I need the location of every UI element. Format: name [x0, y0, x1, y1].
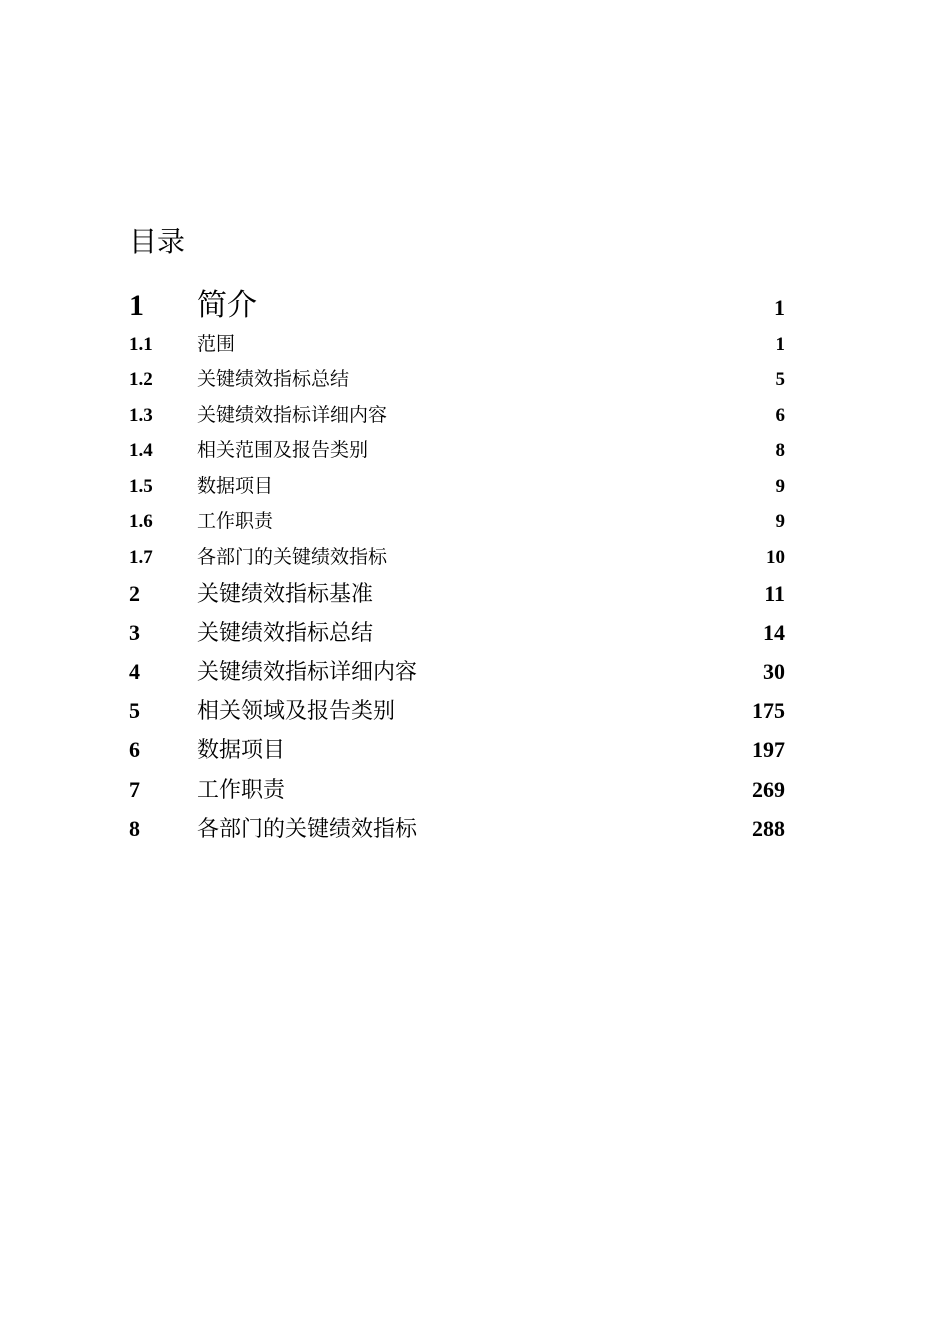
toc-entry-number: 6 — [129, 737, 140, 762]
toc-entry-number: 1 — [129, 289, 144, 322]
toc-entry-title: 工作职责 — [197, 510, 274, 532]
toc-entry-1[interactable] — [129, 280, 785, 324]
toc-entry-page: 288 — [752, 816, 785, 841]
toc-entry-title: 简介 — [197, 288, 257, 323]
toc-entry-title: 关键绩效指标基准 — [197, 582, 374, 607]
toc-entry-3[interactable] — [129, 616, 785, 647]
toc-entry-1-7[interactable] — [129, 542, 785, 569]
toc-entry-number: 3 — [129, 620, 140, 645]
toc-entry-page: 197 — [752, 737, 785, 762]
toc-entry-number: 1.2 — [129, 369, 153, 390]
toc-entry-page: 9 — [775, 476, 785, 497]
toc-entry-title: 各部门的关键绩效指标 — [197, 546, 388, 568]
toc-entry-number: 1.5 — [129, 476, 153, 497]
toc-entry-title: 数据项目 — [197, 738, 286, 763]
toc-entry-1-6[interactable] — [129, 506, 785, 533]
toc-entry-number: 8 — [129, 816, 140, 841]
toc-entry-page: 30 — [763, 659, 785, 684]
toc-entry-1-1[interactable] — [129, 329, 785, 356]
toc-entry-title: 数据项目 — [197, 475, 274, 497]
toc-entry-8[interactable] — [129, 812, 785, 843]
toc-entry-1-5[interactable] — [129, 471, 785, 498]
toc-entry-1-2[interactable] — [129, 364, 785, 391]
toc-entry-7[interactable] — [129, 773, 785, 804]
toc-entry-title: 相关范围及报告类别 — [197, 439, 369, 461]
toc-entry-number: 4 — [129, 659, 140, 684]
toc-entry-title: 工作职责 — [197, 778, 286, 803]
toc-entry-page: 14 — [763, 620, 785, 645]
toc-entry-4[interactable] — [129, 655, 785, 686]
toc-entry-page: 5 — [775, 369, 785, 390]
toc-entry-title: 关键绩效指标总结 — [197, 368, 350, 390]
toc-entry-number: 1.4 — [129, 440, 153, 461]
toc-entry-title: 范围 — [197, 333, 236, 355]
toc-entry-2[interactable] — [129, 577, 785, 608]
toc-entry-title: 关键绩效指标详细内容 — [197, 660, 418, 685]
toc-entry-6[interactable] — [129, 733, 785, 764]
toc-entry-page: 9 — [775, 511, 785, 532]
toc-entry-1-3[interactable] — [129, 400, 785, 427]
toc-entry-number: 1.3 — [129, 405, 153, 426]
toc-entry-page: 1 — [774, 295, 785, 320]
toc-entry-page: 175 — [752, 698, 785, 723]
toc-entry-title: 各部门的关键绩效指标 — [197, 817, 418, 842]
toc-entry-page: 1 — [775, 334, 785, 355]
toc-entry-page: 11 — [764, 581, 785, 606]
toc-entry-number: 7 — [129, 777, 140, 802]
toc-entry-5[interactable] — [129, 694, 785, 725]
toc-entry-page: 10 — [766, 547, 785, 568]
toc-entry-number: 1.1 — [129, 334, 153, 355]
toc-entry-number: 1.6 — [129, 511, 153, 532]
toc-entry-number: 5 — [129, 698, 140, 723]
toc-entry-title: 关键绩效指标详细内容 — [197, 404, 388, 426]
toc-entry-number: 1.7 — [129, 547, 153, 568]
toc-entry-title: 关键绩效指标总结 — [197, 621, 374, 646]
toc-entry-title: 相关领域及报告类别 — [197, 699, 396, 724]
toc-entry-page: 269 — [752, 777, 785, 802]
toc-entry-1-4[interactable] — [129, 435, 785, 462]
toc-entry-page: 8 — [775, 440, 785, 461]
toc-heading: 目录 — [129, 225, 186, 258]
toc-entry-number: 2 — [129, 581, 140, 606]
toc-entry-page: 6 — [775, 405, 785, 426]
